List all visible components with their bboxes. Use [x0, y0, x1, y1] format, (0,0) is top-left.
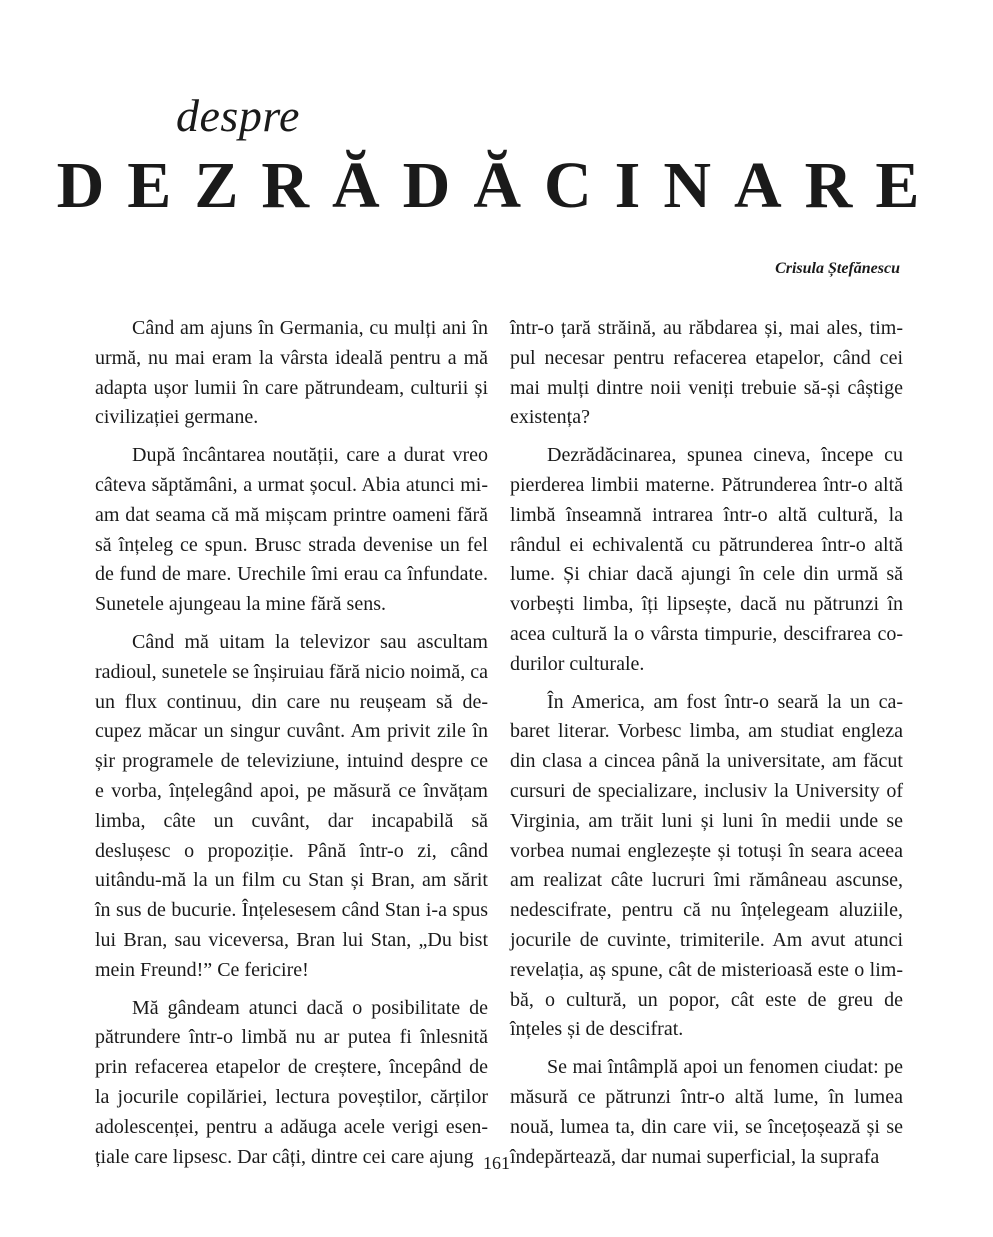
paragraph: Se mai întâmplă apoi un fenomen ciudat: pe măsură ce pătrunzi într-o altă lume, în lumea nouă, lumea ta, din care vii, se încețoșează și se îndepărtează, dar numai superficial, la suprafa [510, 1056, 903, 1168]
page-number: 161 [483, 1153, 510, 1173]
paragraph: Dezrădăcinarea, spunea cineva, începe cu pierderea limbii materne. Pătrunderea într-o altă limbă înseamnă intrarea într-o altă cultură, la rândul ei echivalentă cu pătrunderea într-o altă lume. Și chiar dacă ajungi în cele din urmă să vorbești limba, îți lipsește, dacă nu pătrunzi în acea cultură la o vârsta timpurie, descifrarea codurilor culturale. [510, 444, 903, 675]
author-byline: Crisula Ștefănescu [775, 260, 900, 277]
paragraph: După încântarea noutății, care a durat vreo câteva săptămâni, a urmat șocul. Abia atunci mi-am dat seama că mă mișcam printre oameni fără să înțeleg ce spun. Brusc strada devenise un fel de fund de mare. Urechile îmi erau ca înfundate. Sunetele ajungeau la mine fără sens. [95, 444, 488, 616]
paragraph: Mă gândeam atunci dacă o posibilitate de pătrundere într-o limbă nu ar putea fi înlesnită prin refacerea etapelor de creștere, începând de la jocurile copilăriei, lectura poveștilor, cărților adolescenței, pentru a adăuga acele verigi esențiale care lipsesc. Dar câți, dintre cei care ajung [95, 996, 488, 1168]
left-column [95, 314, 488, 1180]
paragraph-continued: într-o țară străină, au răbdarea și, mai ales, timpul necesar pentru refacerea etapelor, când cei mai mulți dintre noii veniți trebuie să-și câștige existența? [510, 317, 903, 429]
paragraph: În America, am fost într-o seară la un cabaret literar. Vorbesc limba, am studiat engleza din clasa a cincea până la universitate, am făcut cursuri de specializare, inclusiv la University of Virginia, am trăit luni și luni în medii unde se vorbea numai englezește și totuși în seara aceea am realizat câte lucruri îmi rămâneau ascunse, nedescifrate, pentru că nu înțelegeam aluziile, jocurile de cuvinte, trimiterile. Am avut atunci revelația, aș spune, cât de misterioasă este o limbă, o cultură, un popor, cât este de greu de înțeles și de descifrat. [510, 690, 903, 1041]
paragraph: Când mă uitam la televizor sau ascultam radioul, sunetele se înșiruiau fără nicio noimă, ca un flux continuu, din care nu reușeam să decupez măcar un singur cuvânt. Am privit zile în șir programele de televiziune, intuind despre ce e vorba, înțelegând apoi, pe măsură ce învățam limba, câte un cuvânt, dar incapabilă să deslușesc o propoziție. Până într-o zi, când uitându-mă la un film cu Stan și Bran, am sărit în sus de bucurie. Înțelesesem când Stan i-a spus lui Bran, sau viceversa, Bran lui Stan, „Du bist mein Freund!” Ce fericire! [95, 630, 488, 981]
title-kicker: despre [176, 90, 300, 141]
right-column [510, 314, 903, 1180]
paragraph: Când am ajuns în Germania, cu mulți ani în urmă, nu mai eram la vârsta ideală pentru a mă adapta ușor lumii în care pătrundeam, culturii și civilizației germane. [95, 317, 488, 429]
article-title: DEZRĂDĂCINARE [56, 149, 943, 222]
